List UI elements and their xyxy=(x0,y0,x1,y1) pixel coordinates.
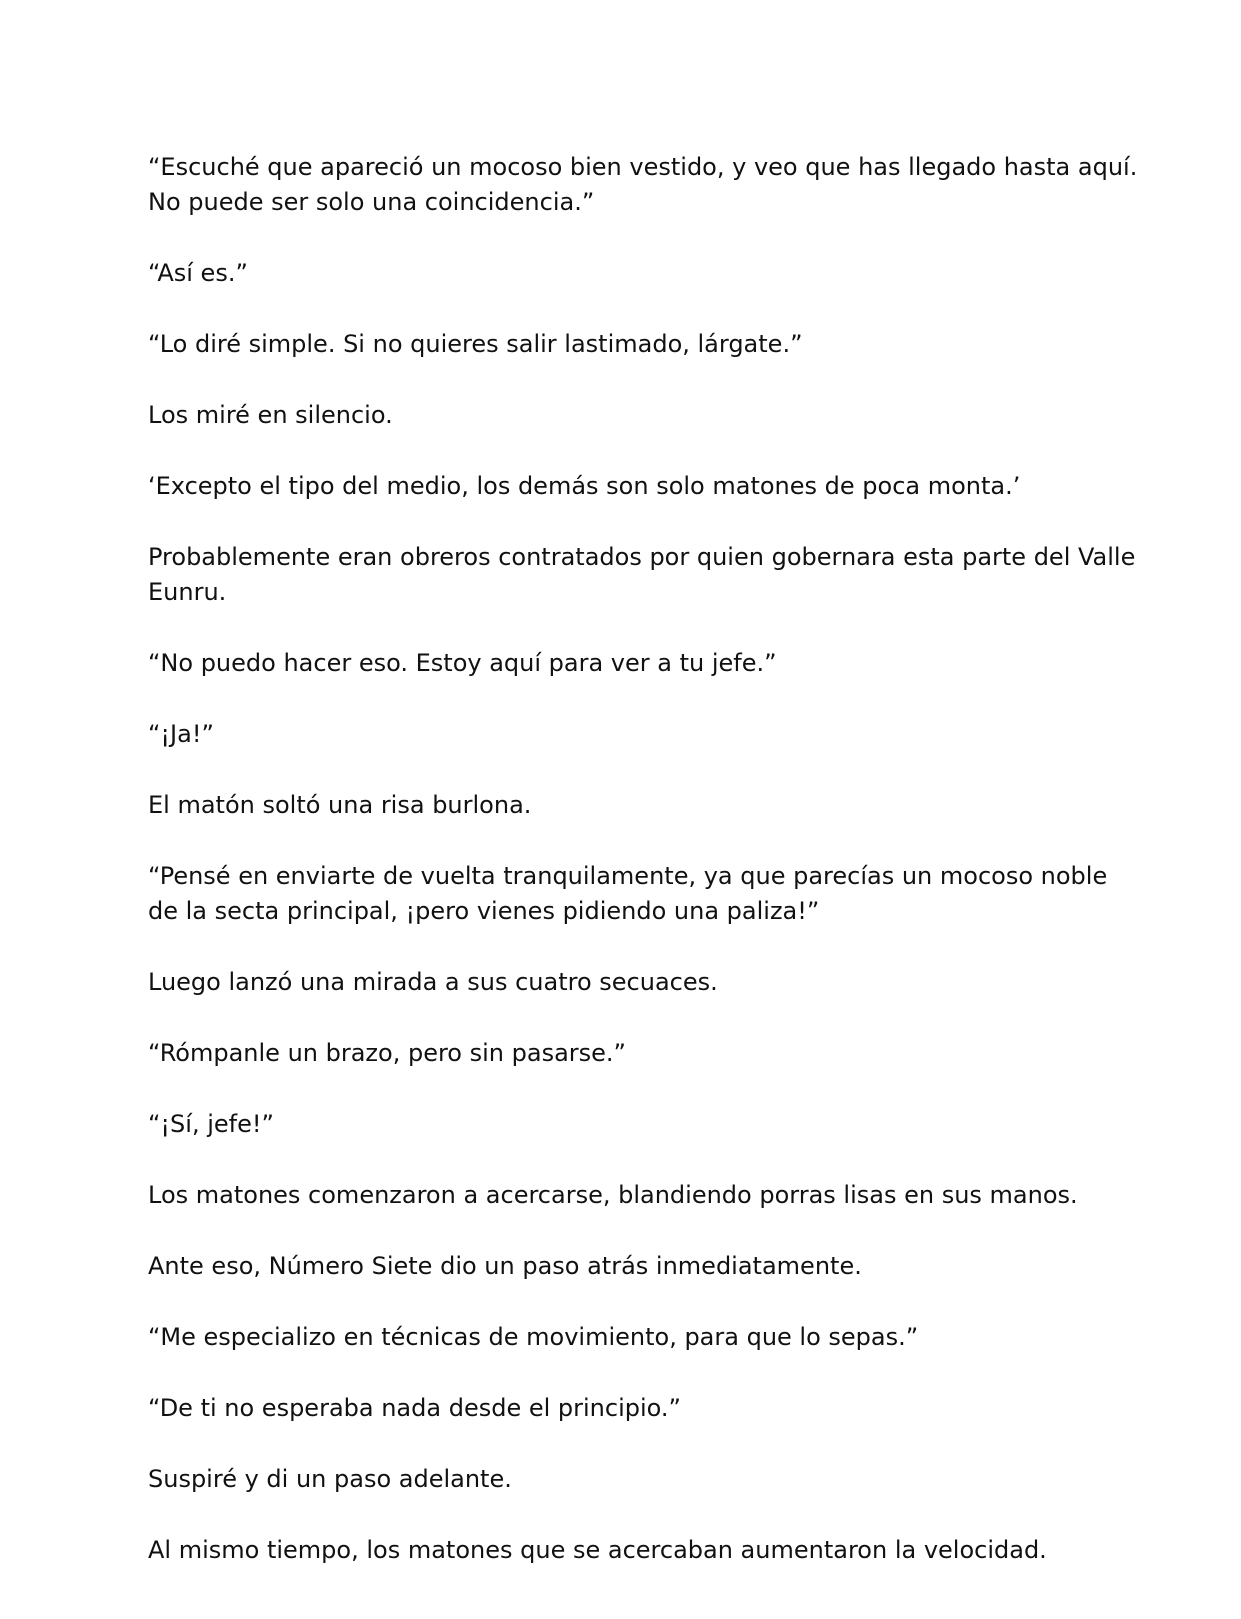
paragraph: Al mismo tiempo, los matones que se acercaban aumentaron la velocidad. xyxy=(148,1536,1047,1564)
paragraph: Ante eso, Número Siete dio un paso atrás inmediatamente. xyxy=(148,1252,862,1280)
paragraph: “¡Sí, jefe!” xyxy=(148,1110,274,1138)
paragraph: Probablemente eran obreros contratados por quien gobernara esta parte del Valle Eunru. xyxy=(148,543,1136,606)
paragraph: “Rómpanle un brazo, pero sin pasarse.” xyxy=(148,1039,626,1067)
paragraph: “Así es.” xyxy=(148,259,248,287)
paragraph: “Escuché que apareció un mocoso bien vestido, y veo que has llegado hasta aquí. No puede ser solo una coincidencia.” xyxy=(148,153,1138,216)
paragraph: “De ti no esperaba nada desde el principio.” xyxy=(148,1394,681,1422)
paragraph: Los miré en silencio. xyxy=(148,401,393,429)
document-body xyxy=(148,150,1138,1604)
paragraph: Luego lanzó una mirada a sus cuatro secuaces. xyxy=(148,968,718,996)
paragraph: Los matones comenzaron a acercarse, blandiendo porras lisas en sus manos. xyxy=(148,1181,1078,1209)
paragraph: “Me especializo en técnicas de movimiento, para que lo sepas.” xyxy=(148,1323,919,1351)
paragraph: El matón soltó una risa burlona. xyxy=(148,791,532,819)
paragraph: “No puedo hacer eso. Estoy aquí para ver a tu jefe.” xyxy=(148,649,777,677)
paragraph: “Lo diré simple. Si no quieres salir lastimado, lárgate.” xyxy=(148,330,803,358)
paragraph: ‘Excepto el tipo del medio, los demás son solo matones de poca monta.’ xyxy=(148,472,1021,500)
paragraph: “Pensé en enviarte de vuelta tranquilamente, ya que parecías un mocoso noble de la secta principal, ¡pero vienes pidiendo una paliza!” xyxy=(148,862,1108,925)
paragraph: “¡Ja!” xyxy=(148,720,214,748)
paragraph: Suspiré y di un paso adelante. xyxy=(148,1465,512,1493)
